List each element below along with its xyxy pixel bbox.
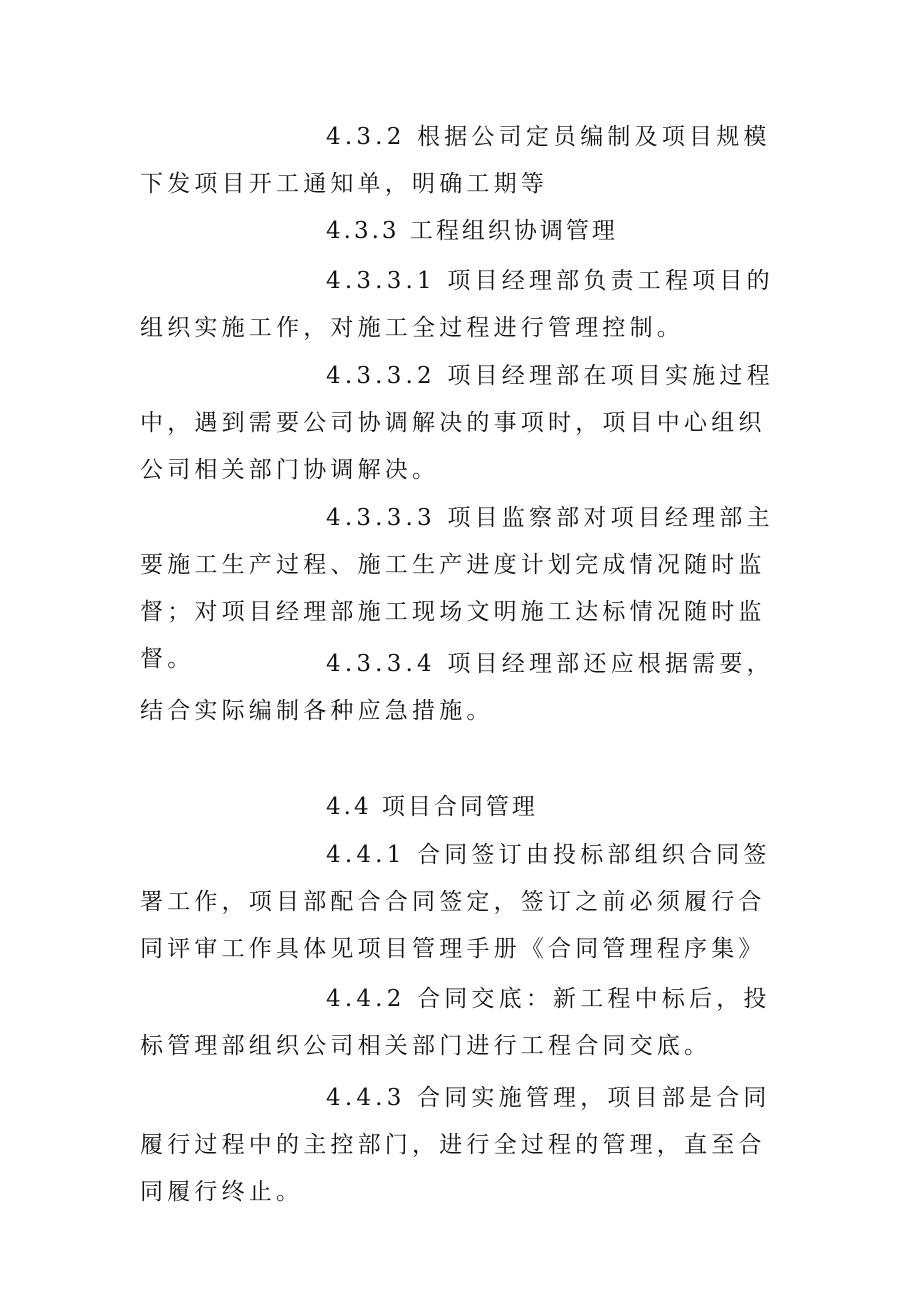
paragraph-4-3-3-4: 4.3.3.4 项目经理部还应根据需要，结合实际编制各种应急措施。	[140, 651, 774, 724]
paragraph-4-3-3-3: 4.3.3.3 项目监察部对项目经理部主要施工生产过程、施工生产进度计划完成情况随时监督；对项目经理部施工现场文明施工达标情况随时监督。	[140, 505, 774, 672]
heading-4-3-3: 4.3.3 工程组织协调管理	[326, 218, 618, 244]
paragraph-4-3-3-1: 4.3.3.1 项目经理部负责工程项目的组织实施工作，对施工全过程进行管理控制。	[140, 268, 774, 341]
heading-4-4: 4.4 项目合同管理	[326, 794, 538, 820]
paragraph-4-3-2: 4.3.2 根据公司定员编制及项目规模下发项目开工通知单，明确工期等	[140, 124, 771, 197]
paragraph-4-3-3-2: 4.3.3.2 项目经理部在项目实施过程中，遇到需要公司协调解决的事项时，项目中心组织公司相关部门协调解决。	[140, 363, 774, 483]
paragraph-4-4-3: 4.4.3 合同实施管理，项目部是合同履行过程中的主控部门，进行全过程的管理，直至合同履行终止。	[140, 1085, 771, 1205]
paragraph-4-4-1: 4.4.1 合同签订由投标部组织合同签署工作，项目部配合合同签定，签订之前必须履行合同评审工作具体见项目管理手册《合同管理程序集》	[140, 842, 771, 962]
paragraph-4-4-2: 4.4.2 合同交底：新工程中标后，投标管理部组织公司相关部门进行工程合同交底。	[140, 986, 771, 1059]
